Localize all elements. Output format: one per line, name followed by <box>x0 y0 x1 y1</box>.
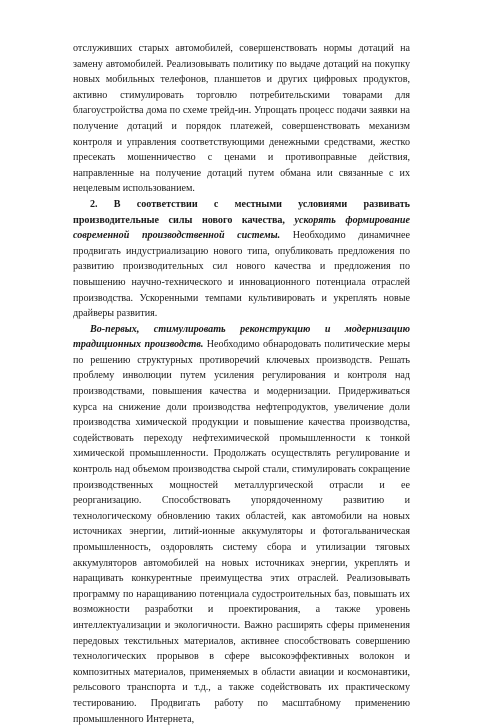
paragraph-2-text: Необходимо динамичнее продвигать индустриализацию нового типа, опубликовать предложения по развитию производительных сил нового качества и предложения по повышению научно-технического и инновационного потенциала отраслей производства. Ускоренными темпами культивировать и укреплять новые драйверы развития. <box>73 230 410 320</box>
paragraph-3-italic-lead: Во-первых, стимулировать реконструкцию и модернизацию традиционных производств. <box>73 323 410 351</box>
paragraph-1 <box>73 41 410 197</box>
paragraph-2 <box>73 197 410 322</box>
paragraph-3-text: Необходимо обнародовать политические меры по решению структурных противоречий ключевых производств. Решать проблему инволюции путем усиления регулирования и контроля над производствами, повышения качества и модернизации. Придерживаться курса на снижение доли производства нефтепродуктов, увеличение доли производства химической продукции и повышение качества производства, содействовать переходу нефтехимической промышленности к тонкой химической промышленности. Продолжать осуществлять регулирование и контроль над объемом производства сырой стали, стимулировать сокращение производственных мощностей металлургической отрасли и ее реорганизацию. Способствовать упорядоченному развитию и технологическому обновлению таких областей, как автомобили на новых источниках энергии, литий-ионные аккумуляторы и фотогальваническая промышленность, оздоровлять систему сбора и утилизации тяговых аккумуляторов автомобилей на новых источниках энергии, укреплять и наращивать конкурентные преимущества этих отраслей. Реализовывать программу по наращиванию потенциала судостроительных баз, повышать их возможности разработки и проектирования, а также уровень интеллектуализации и экологичности. Важно расширять сферы применения передовых текстильных материалов, активнее способствовать совершению технологических прорывов в сфере высокоэффективных волокон и композитных материалов, применяемых в области авиации и космонавтики, рельсового транспорта и т.д., а также содействовать их практическому тестированию. Продвигать работу по масштабному применению промышленного Интернета, <box>73 339 410 725</box>
paragraph-2-italic-lead: ускорять формирование современной производственной системы. <box>73 214 410 242</box>
paragraph-1-text: отслуживших старых автомобилей, совершенствовать нормы дотаций на замену автомобилей. Реализовывать политику по выдаче дотаций на покупку новых мобильных телефонов, планшетов и других цифровых продуктов, активно стимулировать торговлю потребительскими товарами для благоустройства дома по схеме трейд-ин. Упрощать процесс подачи заявки на получение дотаций и порядок платежей, совершенствовать механизм контроля и управления соответствующими денежными средствами, жестко пресекать мошенничество с ценами и противоправные действия, направленные на получение дотаций путем обмана или связанные с их нецелевым использованием. <box>73 43 410 195</box>
paragraph-2-bold-lead: 2. В соответствии с местными условиями развивать производительные силы нового качества, <box>73 198 410 226</box>
paragraph-3 <box>73 322 410 727</box>
